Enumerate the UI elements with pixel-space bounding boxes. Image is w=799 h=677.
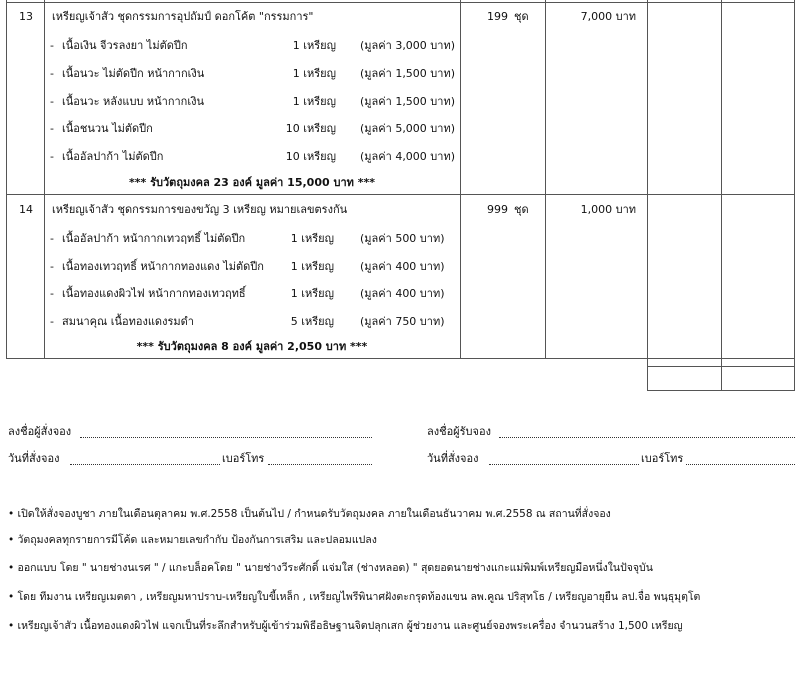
list-item-dash: -: [50, 95, 54, 108]
list-item-value: (มูลค่า 1,500 บาท): [360, 67, 456, 80]
phone-label: เบอร์โทร: [222, 452, 265, 465]
list-item-value: (มูลค่า 400 บาท): [360, 260, 445, 273]
list-item-value: (มูลค่า 400 บาท): [360, 287, 445, 300]
row-summary: *** รับวัตถุมงคล 8 องค์ มูลค่า 2,050 บาท ***: [136, 340, 368, 353]
list-item-name: สมนาคุณ เนื้อทองแดงรมดำ: [62, 315, 194, 328]
list-item-qty: 1 เหรียญ: [290, 260, 334, 273]
table-border-right: [794, 0, 795, 390]
list-item-name: เนื้อนวะ หลังแบบ หน้ากากเงิน: [62, 95, 204, 108]
row-number: 14: [19, 203, 33, 216]
col-divider-desc: [460, 0, 461, 358]
receiver-signature-label: ลงชื่อผู้รับจอง: [427, 425, 491, 438]
list-item-name: เนื้ออัลปาก้า หน้ากากเทวฤทธิ์ ไม่ตัดปีก: [62, 232, 246, 245]
list-item-dash: -: [50, 260, 54, 273]
row-top-border: [6, 2, 795, 3]
receiver-signature-field[interactable]: [499, 437, 795, 438]
orderer-signature-field[interactable]: [80, 437, 372, 438]
list-item-value: (มูลค่า 3,000 บาท): [360, 39, 456, 52]
list-item-name: เนื้อชนวน ไม่ตัดปีก: [62, 122, 153, 135]
order-date-field[interactable]: [70, 464, 220, 465]
phone-label-2: เบอร์โทร: [641, 452, 684, 465]
order-date-field-2[interactable]: [489, 464, 639, 465]
row-price: 7,000 บาท: [580, 10, 636, 23]
order-date-label-2: วันที่สั่งจอง: [427, 452, 479, 465]
col-divider-price: [647, 0, 648, 390]
col-divider-amount: [545, 0, 546, 358]
list-item-dash: -: [50, 150, 54, 163]
list-item-qty: 1 เหรียญ: [292, 67, 336, 80]
list-item-value: (มูลค่า 750 บาท): [360, 315, 445, 328]
list-item-name: เนื้อทองเทวฤทธิ์ หน้ากากทองแดง ไม่ตัดปีก: [62, 260, 264, 273]
list-item-dash: -: [50, 315, 54, 328]
row-title: เหรียญเจ้าสัว ชุดกรรมการของขวัญ 3 เหรียญ หมายเลขตรงกัน: [52, 203, 348, 216]
note-item: • โดย ทีมงาน เหรียญเมตตา , เหรียญมหาปราบ-เหรียญใบขี้เหล็ก , เหรียญไพรีพินาศฝังตะกรุดท้องแขน ลพ.คูณ ปริสุทโธ / เหรียญอายุยืน ลป.จื่อ พนฺธุมุตฺโต: [8, 591, 701, 603]
list-item-qty: 1 เหรียญ: [290, 232, 334, 245]
note-item: • ออกแบบ โดย " นายช่างนเรศ " / แกะบล็อคโดย " นายช่างวีระศักดิ์ แจ่มใส (ช่างหลอด) " สุดยอดนายช่างแกะแม่พิมพ์เหรียญมือหนึ่งในปัจจุบัน: [8, 562, 653, 574]
col-divider-extra: [721, 0, 722, 390]
list-item-value: (มูลค่า 1,500 บาท): [360, 95, 456, 108]
phone-field[interactable]: [268, 464, 372, 465]
list-item-dash: -: [50, 67, 54, 80]
list-item-name: เนื้อทองแดงผิวไฟ หน้ากากทองเทวฤทธิ์: [62, 287, 246, 300]
list-item-dash: -: [50, 287, 54, 300]
list-item-qty: 10 เหรียญ: [285, 122, 336, 135]
order-date-label: วันที่สั่งจอง: [8, 452, 60, 465]
orderer-signature-label: ลงชื่อผู้สั่งจอง: [8, 425, 72, 438]
list-item-qty: 1 เหรียญ: [292, 95, 336, 108]
row-divider: [6, 194, 795, 195]
note-item: • เปิดให้สั่งจองบูชา ภายในเดือนตุลาคม พ.ศ.2558 เป็นต้นไป / กำหนดรับวัตถุมงคล ภายในเดือนธันวาคม พ.ศ.2558 ณ สถานที่สั่งจอง: [8, 508, 611, 520]
row-amount: 999: [487, 203, 508, 216]
total-box-bottom: [647, 390, 795, 391]
row-number: 13: [19, 10, 33, 23]
list-item-qty: 1 เหรียญ: [290, 287, 334, 300]
row-unit: ชุด: [514, 10, 529, 23]
table-border-left: [6, 0, 7, 358]
list-item-dash: -: [50, 232, 54, 245]
list-item-name: เนื้อเงิน จีวรลงยา ไม่ตัดปีก: [62, 39, 188, 52]
row-unit: ชุด: [514, 203, 529, 216]
phone-field-2[interactable]: [686, 464, 795, 465]
row-price: 1,000 บาท: [580, 203, 636, 216]
list-item-name: เนื้อนวะ ไม่ตัดปีก หน้ากากเงิน: [62, 67, 205, 80]
note-item: • เหรียญเจ้าสัว เนื้อทองแดงผิวไฟ แจกเป็นที่ระลึกสำหรับผู้เข้าร่วมพิธีอธิษฐานจิตปลุกเสก ผู้ช่วยงาน และศูนย์จองพระเครื่อง จำนวนสร้าง 1,500 เหรียญ: [8, 620, 683, 632]
list-item-value: (มูลค่า 4,000 บาท): [360, 150, 456, 163]
list-item-value: (มูลค่า 5,000 บาท): [360, 122, 456, 135]
row-amount: 199: [487, 10, 508, 23]
note-item: • วัตถุมงคลทุกรายการมีโค้ด และหมายเลขกำกับ ป้องกันการเสริม และปลอมแปลง: [8, 534, 377, 546]
list-item-qty: 5 เหรียญ: [290, 315, 334, 328]
row-title: เหรียญเจ้าสัว ชุดกรรมการอุปถัมป์ ดอกโค้ต "กรรมการ": [52, 10, 314, 23]
list-item-dash: -: [50, 39, 54, 52]
list-item-qty: 10 เหรียญ: [285, 150, 336, 163]
list-item-name: เนื้ออัลปาก้า ไม่ตัดปีก: [62, 150, 164, 163]
list-item-dash: -: [50, 122, 54, 135]
list-item-value: (มูลค่า 500 บาท): [360, 232, 445, 245]
total-box-top: [647, 366, 795, 367]
row-summary: *** รับวัตถุมงคล 23 องค์ มูลค่า 15,000 บาท ***: [129, 176, 375, 189]
list-item-qty: 1 เหรียญ: [292, 39, 336, 52]
row-bottom-border: [6, 358, 795, 359]
